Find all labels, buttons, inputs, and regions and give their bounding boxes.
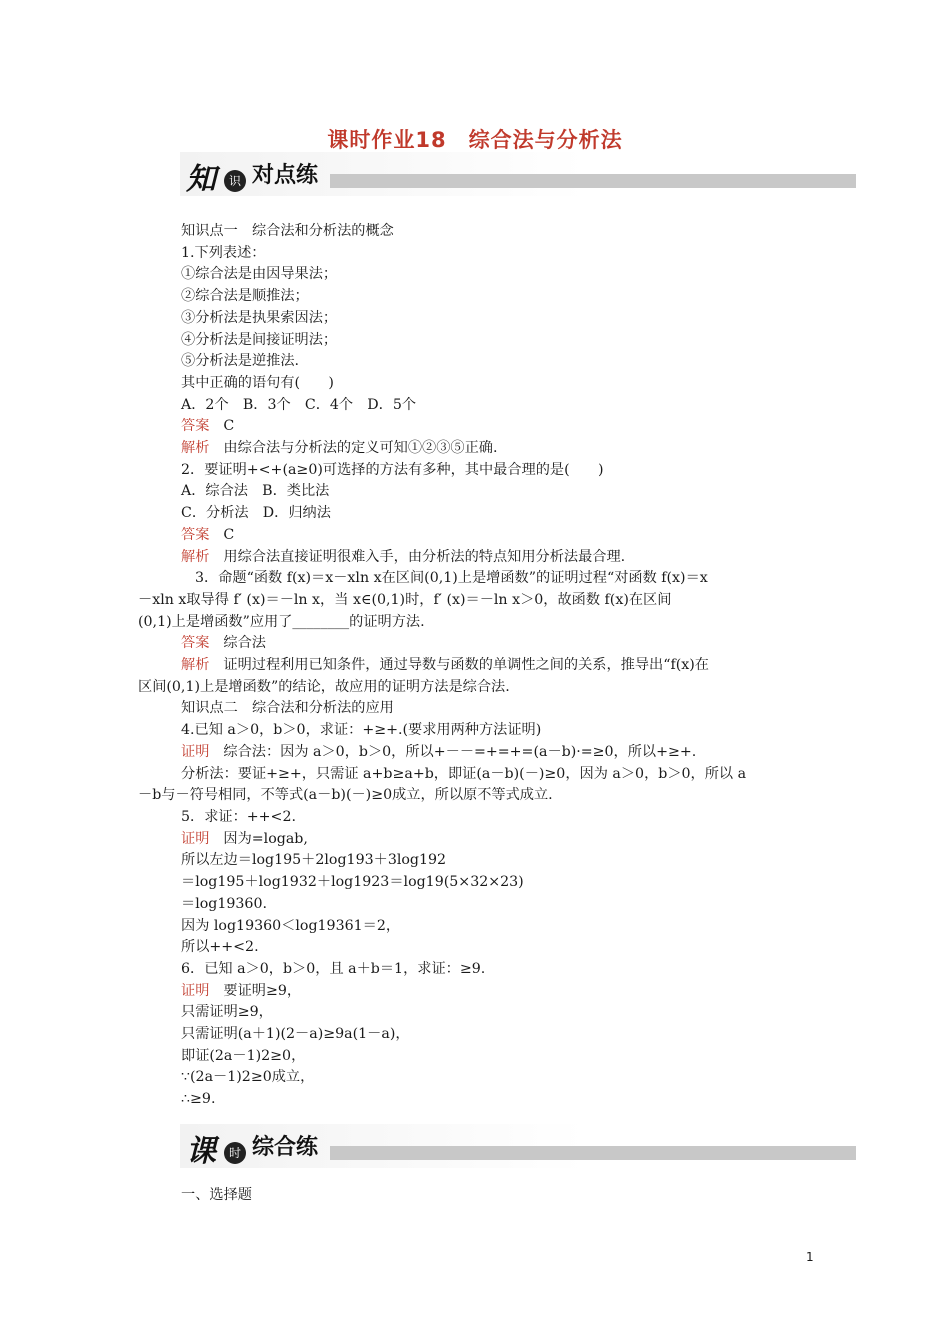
q1-item-1: ①综合法是由因导果法； <box>181 266 338 283</box>
banner-subtitle: 综合练 <box>252 1135 319 1160</box>
q5-step-5: 所以++<2. <box>181 939 259 956</box>
q2-options-1: A．综合法 B．类比法 <box>181 483 330 500</box>
answer-tag: 答案 <box>181 418 210 435</box>
proof-tag: 证明 <box>181 830 210 847</box>
banner-circle-char: 时 <box>224 1142 246 1164</box>
section-banner-comprehensive <box>180 1124 856 1168</box>
q6-stem: 6．已知 a＞0，b＞0，且 a＋b＝1，求证：≥9. <box>181 960 486 977</box>
page-number: 1 <box>806 1250 814 1264</box>
q2-options-2: C．分析法 D．归纳法 <box>181 505 331 522</box>
q6-step-1: 只需证明≥9， <box>181 1004 273 1021</box>
q4-stem: 4.已知 a＞0，b＞0，求证：+≥+.(要求用两种方法证明) <box>181 722 542 739</box>
q3-explain-1: 解析 证明过程利用已知条件，通过导数与函数的单调性之间的关系，推导出“f(x)在 <box>181 657 709 674</box>
banner-subtitle: 对点练 <box>252 163 319 188</box>
q6-step-2: 只需证明(a＋1)(2－a)≥9a(1－a)， <box>181 1026 410 1043</box>
q3-stem-2: －xln x取导得 f′ (x)＝－ln x，当 x∈(0,1)时，f′ (x)＝－ln x＞0，故函数 f(x)在区间 <box>138 591 672 608</box>
page-title: 课时作业18 综合法与分析法 <box>327 128 623 152</box>
proof-tag: 证明 <box>181 982 210 999</box>
document-body <box>138 221 815 1111</box>
q3-stem-3: (0,1)上是增函数”应用了________的证明方法. <box>138 613 425 630</box>
q6-step-5: ∴≥9. <box>181 1091 216 1108</box>
q2-explain: 解析 用综合法直接证明很难入手，由分析法的特点知用分析法最合理. <box>181 548 626 565</box>
q1-stem: 1.下列表述： <box>181 244 266 261</box>
q5-step-1: 所以左边＝log195＋2log193＋3log192 <box>181 852 447 869</box>
banner-bar <box>330 1146 856 1160</box>
q4-analysis-1: 分析法：要证+≥+，只需证 a+b≥a+b，即证(a－b)(－)≥0，因为 a＞0，b＞0，所以 a <box>181 765 747 782</box>
q5-proof: 证明 因为=logab, <box>181 830 308 847</box>
q1-explain: 解析 由综合法与分析法的定义可知①②③⑤正确. <box>181 440 498 457</box>
q6-step-3: 即证(2a－1)2≥0， <box>181 1047 306 1064</box>
q1-item-2: ②综合法是顺推法； <box>181 288 309 305</box>
q1-item-3: ③分析法是执果索因法； <box>181 309 338 326</box>
explain-tag: 解析 <box>181 548 210 565</box>
q5-step-3: ＝log19360. <box>181 895 267 912</box>
explain-tag: 解析 <box>181 440 210 457</box>
q3-answer: 答案 综合法 <box>181 635 266 652</box>
q6-proof: 证明 要证明≥9， <box>181 982 302 999</box>
knowledge-point-2: 知识点二 综合法和分析法的应用 <box>181 700 394 717</box>
q4-proof: 证明 综合法：因为 a＞0，b＞0，所以+－－=+=+=(a－b)·=≥0，所以+≥+. <box>181 743 697 760</box>
banner-circle-char: 识 <box>224 170 246 192</box>
q1-item-5: ⑤分析法是逆推法. <box>181 353 300 370</box>
part-heading: 一、选择题 <box>181 1187 252 1203</box>
q1-ask: 其中正确的语句有( ) <box>181 374 334 391</box>
q1-answer: 答案 C <box>181 418 235 435</box>
q5-step-2: ＝log195＋log1932＋log1923＝log19(5×32×23) <box>181 874 524 891</box>
q6-step-4: ∵(2a－1)2≥0成立， <box>181 1069 315 1086</box>
banner-big-char: 课 <box>186 1134 216 1169</box>
knowledge-point-1: 知识点一 综合法和分析法的概念 <box>181 223 394 239</box>
q5-stem: 5．求证：++<2. <box>181 808 296 825</box>
answer-tag: 答案 <box>181 635 210 652</box>
q5-step-4: 因为 log19360＜log19361＝2， <box>181 917 401 934</box>
q2-answer: 答案 C <box>181 526 235 543</box>
section-banner-practice <box>180 152 856 196</box>
banner-big-char: 知 <box>186 162 216 197</box>
q2-stem: 2．要证明+<+(a≥0)可选择的方法有多种，其中最合理的是( ) <box>181 461 604 478</box>
q1-options: A．2个 B．3个 C．4个 D．5个 <box>181 396 417 413</box>
q4-analysis-2: －b与－符号相同，不等式(a－b)(－)≥0成立，所以原不等式成立. <box>138 787 553 804</box>
explain-tag: 解析 <box>181 657 210 674</box>
banner-bar <box>330 174 856 188</box>
answer-tag: 答案 <box>181 526 210 543</box>
q3-explain-2: 区间(0,1)上是增函数”的结论，故应用的证明方法是综合法. <box>138 678 510 695</box>
proof-tag: 证明 <box>181 743 210 760</box>
q1-item-4: ④分析法是间接证明法； <box>181 331 338 348</box>
q3-stem-1: 3．命题“函数 f(x)＝x－xln x在区间(0,1)上是增函数”的证明过程“对函数 f(x)＝x <box>195 570 708 587</box>
